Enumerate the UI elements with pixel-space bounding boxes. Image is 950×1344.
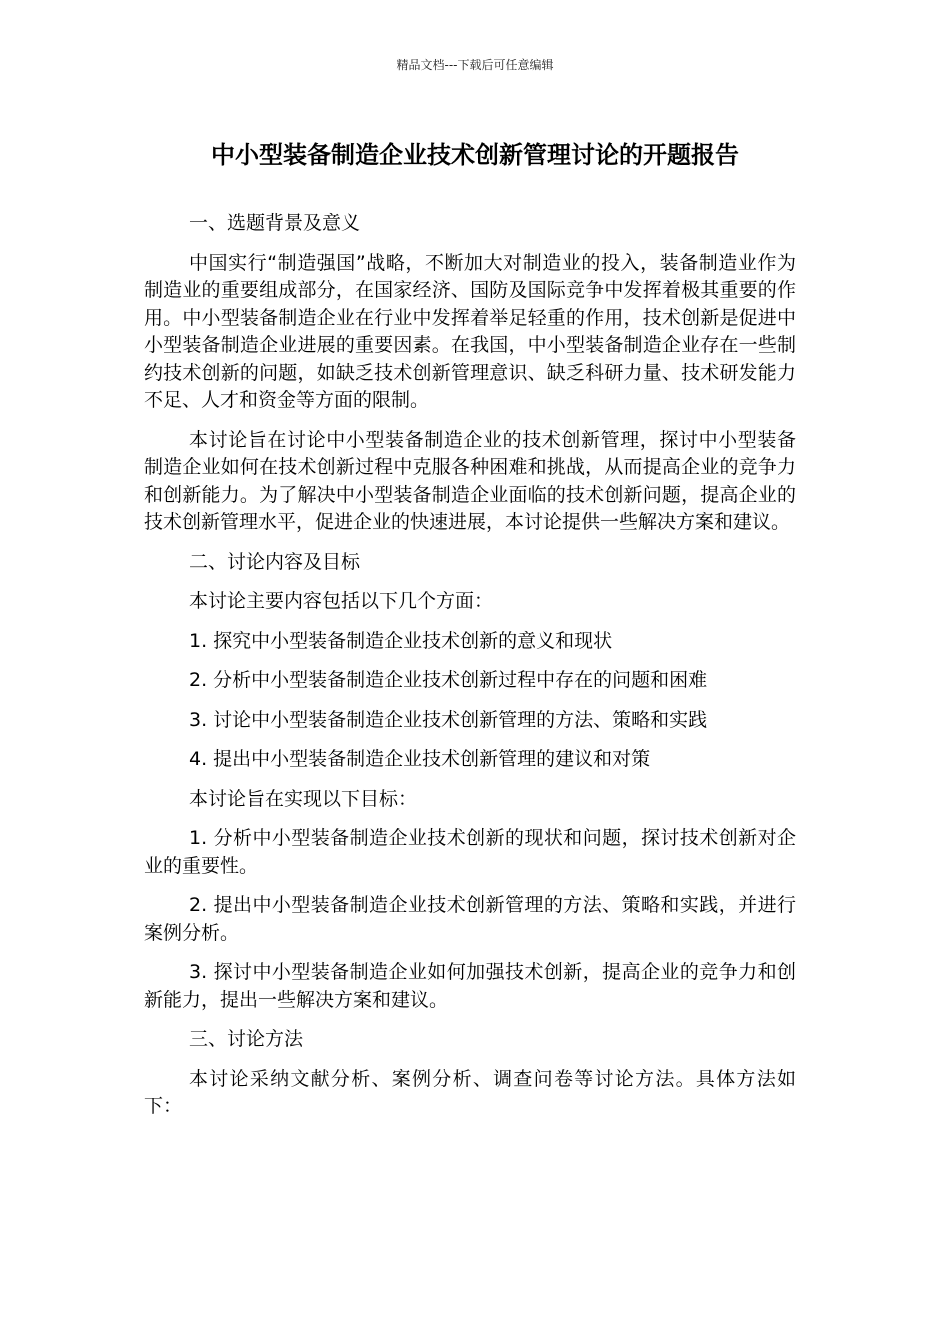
list-item-goal-3: 3. 探讨中小型装备制造企业如何加强技术创新，提高企业的竞争力和创新能力，提出一些解决方案和建议。 — [144, 961, 796, 1011]
list-item-content-1: 1. 探究中小型装备制造企业技术创新的意义和现状 — [189, 629, 613, 652]
section-heading-methods: 三、讨论方法 — [189, 1028, 304, 1050]
list-item-goal-2: 2. 提出中小型装备制造企业技术创新管理的方法、策略和实践，并进行案例分析。 — [144, 894, 796, 944]
paragraph-methods: 本讨论采纳文献分析、案例分析、调查问卷等讨论方法。具体方法如下： — [144, 1067, 796, 1117]
list-item-content-2: 2. 分析中小型装备制造企业技术创新过程中存在的问题和困难 — [189, 669, 708, 691]
paragraph-content-intro: 本讨论主要内容包括以下几个方面： — [189, 590, 494, 612]
section-heading-background: 一、选题背景及意义 — [189, 212, 361, 234]
document-body — [144, 210, 796, 1133]
document-title: 中小型装备制造企业技术创新管理讨论的开题报告 — [211, 141, 739, 169]
list-item-content-4: 4. 提出中小型装备制造企业技术创新管理的建议和对策 — [189, 748, 651, 770]
list-item-goal-1: 1. 分析中小型装备制造企业技术创新的现状和问题，探讨技术创新对企业的重要性。 — [144, 827, 796, 877]
page-header-note: 精品文档---下载后可任意编辑 — [396, 58, 554, 72]
list-item-content-3: 3. 讨论中小型装备制造企业技术创新管理的方法、策略和实践 — [189, 708, 708, 731]
paragraph-goals-intro: 本讨论旨在实现以下目标： — [189, 787, 418, 810]
paragraph-background: 中国实行“制造强国”战略，不断加大对制造业的投入，装备制造业作为制造业的重要组成部分，在国家经济、国防及国际竞争中发挥着极其重要的作用。中小型装备制造企业在行业中发挥着举足轻重的作用，技术创新是促进中小型装备制造企业进展的重要因素。在我国，中小型装备制造企业存在一些制约技术创新的问题，如缺乏技术创新管理意识、缺乏科研力量、技术研发能力不足、人才和资金等方面的限制。 — [144, 251, 796, 411]
section-heading-content-goals: 二、讨论内容及目标 — [189, 550, 361, 573]
paragraph-purpose: 本讨论旨在讨论中小型装备制造企业的技术创新管理，探讨中小型装备制造企业如何在技术创新过程中克服各种困难和挑战，从而提高企业的竞争力和创新能力。为了解决中小型装备制造企业面临的技术创新问题，提高企业的技术创新管理水平，促进企业的快速进展，本讨论提供一些解决方案和建议。 — [144, 428, 796, 533]
